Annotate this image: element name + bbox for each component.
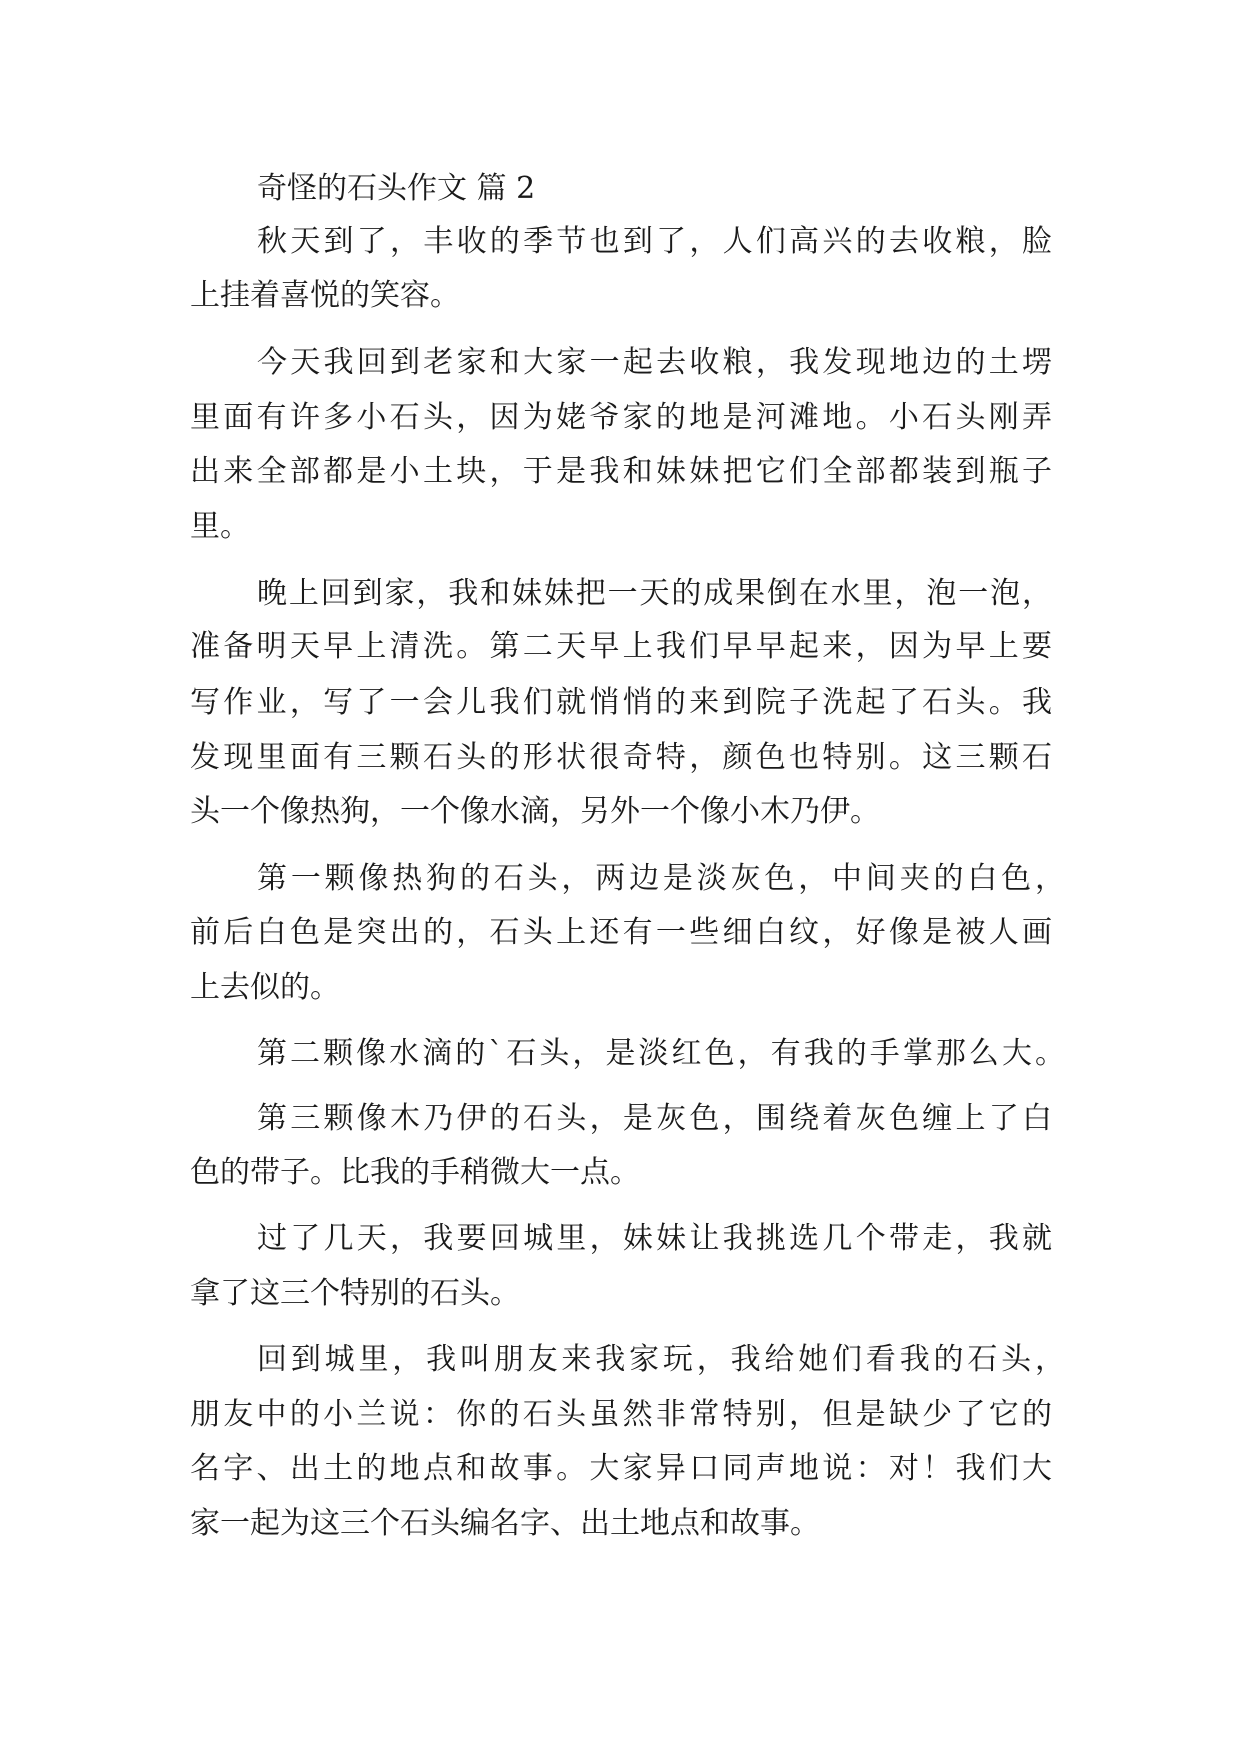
paragraph-line: 头一个像热狗，一个像水滴，另外一个像小木乃伊。 xyxy=(190,794,880,829)
paragraph-line: 发现里面有三颗石头的形状很奇特，颜色也特别。这三颗石 xyxy=(190,740,1052,775)
paragraph-line: 写作业，写了一会儿我们就悄悄的来到院子洗起了石头。我 xyxy=(190,685,1052,720)
paragraph-line: 晚上回到家，我和妹妹把一天的成果倒在水里，泡一泡， xyxy=(257,576,1052,611)
paragraph-line: 今天我回到老家和大家一起去收粮，我发现地边的土塄 xyxy=(257,345,1052,380)
paragraph-line: 朋友中的小兰说：你的石头虽然非常特别，但是缺少了它的 xyxy=(190,1397,1052,1432)
paragraph-line: 上挂着喜悦的笑容。 xyxy=(190,278,460,313)
paragraph-line: 色的带子。比我的手稍微大一点。 xyxy=(190,1155,640,1190)
paragraph-line: 回到城里，我叫朋友来我家玩，我给她们看我的石头， xyxy=(257,1342,1065,1377)
paragraph-line: 里面有许多小石头，因为姥爷家的地是河滩地。小石头刚弄 xyxy=(190,400,1052,435)
paragraph-line: 名字、出土的地点和故事。大家异口同声地说：对！我们大 xyxy=(190,1451,1052,1486)
paragraph-line: 过了几天，我要回城里，妹妹让我挑选几个带走，我就 xyxy=(257,1221,1052,1256)
paragraph-line: 拿了这三个特别的石头。 xyxy=(190,1276,520,1311)
paragraph-line: 出来全部都是小土块，于是我和妹妹把它们全部都装到瓶子 xyxy=(190,454,1052,489)
paragraph-line: 第二颗像水滴的`石头，是淡红色，有我的手掌那么大。 xyxy=(257,1036,1065,1071)
paragraph-line: 准备明天早上清洗。第二天早上我们早早起来，因为早上要 xyxy=(190,629,1052,664)
paragraph-line: 第三颗像木乃伊的石头，是灰色，围绕着灰色缠上了白 xyxy=(257,1101,1052,1136)
paragraph-line: 第一颗像热狗的石头，两边是淡灰色，中间夹的白色， xyxy=(257,861,1065,896)
paragraph-line: 前后白色是突出的，石头上还有一些细白纹，好像是被人画 xyxy=(190,915,1052,950)
paragraph-line: 上去似的。 xyxy=(190,970,340,1005)
paragraph-line: 家一起为这三个石头编名字、出土地点和故事。 xyxy=(190,1506,820,1541)
paragraph-line: 秋天到了，丰收的季节也到了，人们高兴的去收粮，脸 xyxy=(257,224,1052,259)
document-title: 奇怪的石头作文 篇 2 xyxy=(257,171,536,206)
paragraph-line: 里。 xyxy=(190,509,250,544)
